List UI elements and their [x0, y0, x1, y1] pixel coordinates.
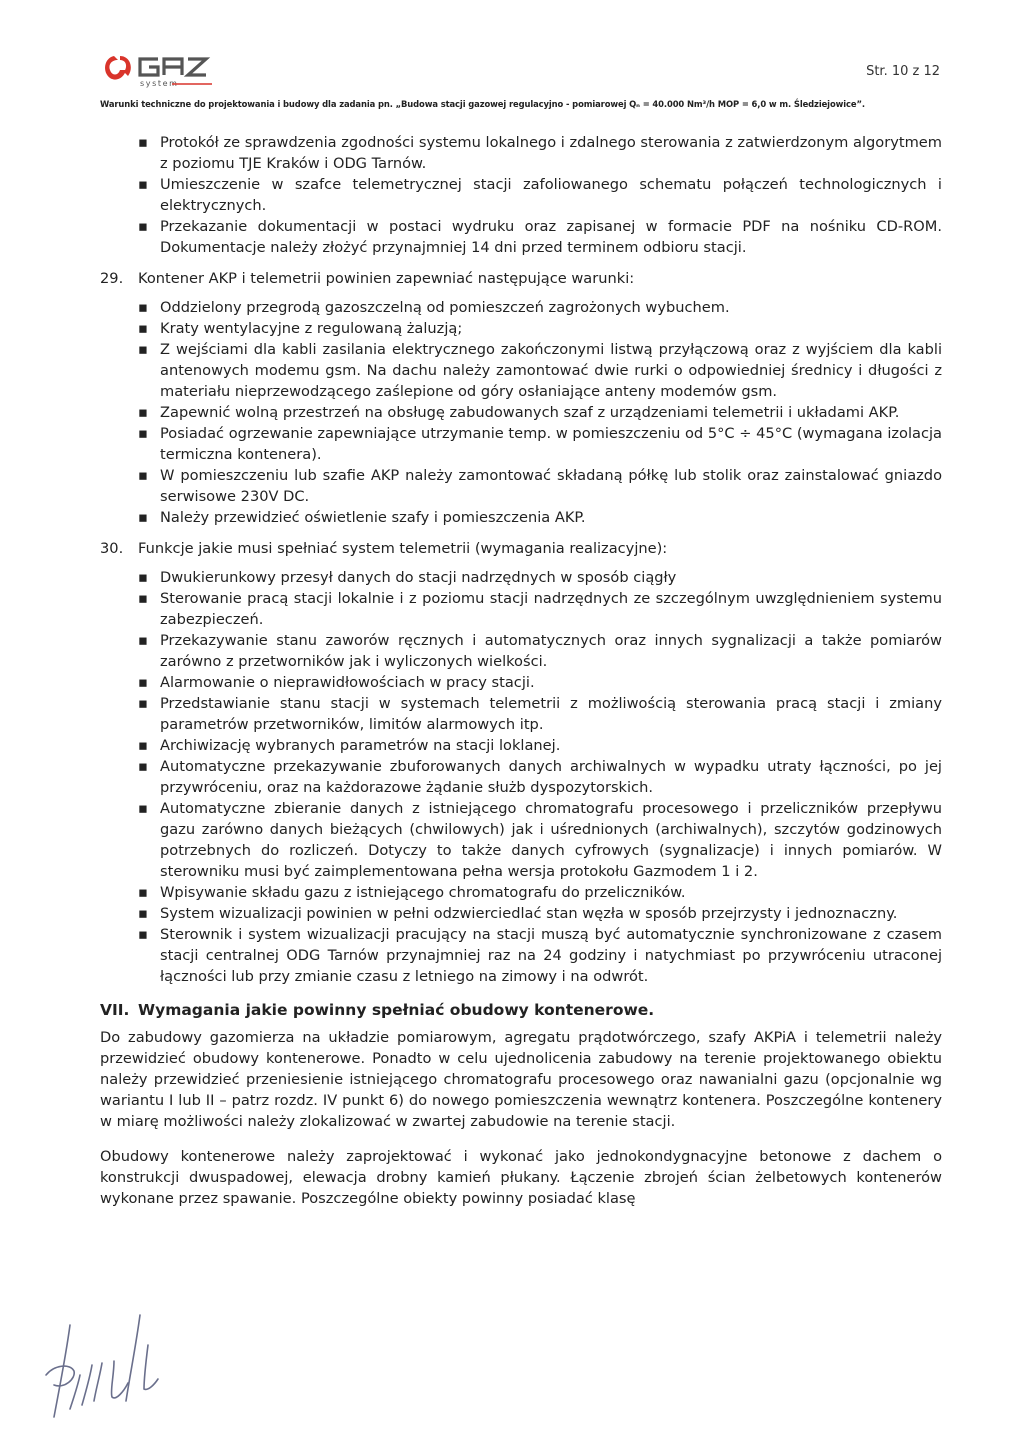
- list-item-text: Automatyczne zbieranie danych z istniejącego chromatografu procesowego i przeliczników przepływu gazu zarówno danych bieżących (chwilowych) jak i uśrednionych (archiwalnych), szczytów godzinowych potrzebnych do rozliczeń. Dotyczy to także danych cyfrowych (sygnalizacje) i innych pomiarów. W sterowniku musi być zaimplementowana pełna wersja protokołu Gazmodem 1 i 2.: [160, 800, 942, 880]
- list-item: [100, 174, 942, 216]
- list-item-text: W pomieszczeniu lub szafie AKP należy zamontować składaną półkę lub stolik oraz zainstalować gniazdo serwisowe 230V DC.: [160, 467, 942, 505]
- bullet-icon: ▪: [138, 404, 148, 421]
- section-number: VII.: [100, 1001, 130, 1019]
- bullet-icon: ▪: [138, 800, 148, 817]
- bullet-icon: ▪: [138, 905, 148, 922]
- bullet-icon: ▪: [138, 674, 148, 691]
- intro-bullet-list: [100, 132, 942, 258]
- list-item-text: Alarmowanie o nieprawidłowościach w pracy stacji.: [160, 674, 535, 691]
- list-item-text: Przekazanie dokumentacji w postaci wydruku oraz zapisanej w formacie PDF na nośniku CD-ROM. Dokumentacje należy złożyć przynajmniej 14 dni przed terminem odbioru stacji.: [160, 218, 942, 256]
- bullet-icon: ▪: [138, 467, 148, 484]
- page-header: [100, 50, 940, 120]
- bullet-icon: ▪: [138, 425, 148, 442]
- gaz-system-logo: [100, 50, 240, 90]
- bullet-icon: ▪: [138, 926, 148, 943]
- list-item: [100, 735, 942, 756]
- list-item: [100, 339, 942, 402]
- item-30-heading: [100, 538, 942, 559]
- list-item-text: Umieszczenie w szafce telemetrycznej stacji zafoliowanego schematu połączeń technologicznych i elektrycznych.: [160, 176, 942, 214]
- list-item-text: Posiadać ogrzewanie zapewniające utrzymanie temp. w pomieszczeniu od 5°C ÷ 45°C (wymagana izolacja termiczna kontenera).: [160, 425, 942, 463]
- item-29-bullet-list: [100, 297, 942, 528]
- handwritten-signature: [40, 1305, 180, 1425]
- item-30-bullet-list: [100, 567, 942, 987]
- document-body: [100, 132, 942, 1223]
- document-title-line: Warunki techniczne do projektowania i budowy dla zadania pn. „Budowa stacji gazowej regulacyjno - pomiarowej Qₙ = 40.000 Nm³/h MOP = 6,0 w m. Śledziejowice”.: [100, 99, 865, 109]
- list-item-text: Należy przewidzieć oświetlenie szafy i pomieszczenia AKP.: [160, 509, 586, 526]
- list-item: [100, 132, 942, 174]
- item-number: 29.: [100, 270, 124, 287]
- list-item-text: Sterowanie pracą stacji lokalnie i z poziomu stacji nadrzędnych ze szczególnym uwzględnieniem systemu zabezpieczeń.: [160, 590, 942, 628]
- page-number: Str. 10 z 12: [866, 64, 940, 79]
- item-text: Funkcje jakie musi spełniać system telemetrii (wymagania realizacyjne):: [138, 540, 668, 557]
- bullet-icon: ▪: [138, 884, 148, 901]
- list-item: [100, 402, 942, 423]
- bullet-icon: ▪: [138, 320, 148, 337]
- list-item-text: Automatyczne przekazywanie zbuforowanych danych archiwalnych w wypadku utraty łączności, po jej przywróceniu, oraz na każdorazowe żądanie służb dyspozytorskich.: [160, 758, 942, 796]
- bullet-icon: ▪: [138, 569, 148, 586]
- list-item-text: Archiwizację wybranych parametrów na stacji loklanej.: [160, 737, 561, 754]
- list-item: [100, 672, 942, 693]
- list-item-text: Przekazywanie stanu zaworów ręcznych i automatycznych oraz innych sygnalizacji a także pomiarów zarówno z przetworników jak i wyliczonych wielkości.: [160, 632, 942, 670]
- list-item: [100, 924, 942, 987]
- item-text: Kontener AKP i telemetrii powinien zapewniać następujące warunki:: [138, 270, 635, 287]
- bullet-icon: ▪: [138, 341, 148, 358]
- list-item: [100, 903, 942, 924]
- list-item: [100, 318, 942, 339]
- bullet-icon: ▪: [138, 218, 148, 235]
- list-item: [100, 588, 942, 630]
- list-item-text: Protokół ze sprawdzenia zgodności systemu lokalnego i zdalnego sterowania z zatwierdzonym algorytmem z poziomu TJE Kraków i ODG Tarnów.: [160, 134, 942, 172]
- list-item: [100, 630, 942, 672]
- paragraph: Do zabudowy gazomierza na układzie pomiarowym, agregatu prądotwórczego, szafy AKPiA i telemetrii należy przewidzieć obudowy kontenerowe. Ponadto w celu ujednolicenia zabudowy na terenie projektowanego obiektu należy przewidzieć przeniesienie istniejącego chromatografu procesowego oraz nawanialni gazu (opcjonalnie wg wariantu I lub II – patrz rozdz. IV punkt 6) do nowego pomieszczenia wewnątrz kontenera. Poszczególne kontenery w miarę możliwości należy zlokalizować w zwartej zabudowie na terenie stacji.: [100, 1029, 942, 1130]
- bullet-icon: ▪: [138, 758, 148, 775]
- list-item: [100, 567, 942, 588]
- list-item-text: Dwukierunkowy przesył danych do stacji nadrzędnych w sposób ciągły: [160, 569, 677, 586]
- list-item-text: Z wejściami dla kabli zasilania elektrycznego zakończonymi listwą przyłączową oraz z wyjściem dla kabli antenowych modemu gsm. Na dachu należy zamontować dwie rurki o odpowiedniej średnicy i długości z materiału nieprzewodzącego zaślepione od góry osłaniające anteny modemów gsm.: [160, 341, 942, 400]
- list-item: [100, 693, 942, 735]
- list-item: [100, 798, 942, 882]
- item-number: 30.: [100, 540, 124, 557]
- list-item-text: Wpisywanie składu gazu z istniejącego chromatografu do przeliczników.: [160, 884, 686, 901]
- bullet-icon: ▪: [138, 176, 148, 193]
- item-29-heading: [100, 268, 942, 289]
- list-item-text: Sterownik i system wizualizacji pracujący na stacji muszą być automatycznie synchronizowane z czasem stacji centralnej ODG Tarnów przynajmniej raz na 24 godziny i natychmiast po przywróceniu utraconej łączności lub przy zmianie czasu z letniego na zimowy i na odwrót.: [160, 926, 942, 985]
- bullet-icon: ▪: [138, 134, 148, 151]
- bullet-icon: ▪: [138, 509, 148, 526]
- paragraph: Obudowy kontenerowe należy zaprojektować i wykonać jako jednokondygnacyjne betonowe z dachem o konstrukcji dwuspadowej, elewacja drobny kamień płukany. Łączenie zbrojeń ścian żelbetowych kontenerów wykonane przez spawanie. Poszczególne obiekty powinny posiadać klasę: [100, 1148, 942, 1207]
- list-item-text: Zapewnić wolną przestrzeń na obsługę zabudowanych szaf z urządzeniami telemetrii i układami AKP.: [160, 404, 900, 421]
- bullet-icon: ▪: [138, 299, 148, 316]
- bullet-icon: ▪: [138, 590, 148, 607]
- list-item-text: System wizualizacji powinien w pełni odzwierciedlać stan węzła w sposób przejrzysty i jednoznaczny.: [160, 905, 898, 922]
- list-item-text: Kraty wentylacyjne z regulowaną żaluzją;: [160, 320, 463, 337]
- list-item: [100, 756, 942, 798]
- list-item-text: Oddzielony przegrodą gazoszczelną od pomieszczeń zagrożonych wybuchem.: [160, 299, 730, 316]
- bullet-icon: ▪: [138, 737, 148, 754]
- list-item: [100, 465, 942, 507]
- section-title: Wymagania jakie powinny spełniać obudowy kontenerowe.: [138, 1001, 655, 1019]
- section-vii-heading: [100, 1001, 942, 1019]
- bullet-icon: ▪: [138, 632, 148, 649]
- bullet-icon: ▪: [138, 695, 148, 712]
- list-item-text: Przedstawianie stanu stacji w systemach telemetrii z możliwością sterowania pracą stacji i zmiany parametrów przetworników, limitów alarmowych itp.: [160, 695, 942, 733]
- logo-subtitle: system: [140, 79, 179, 88]
- list-item: [100, 297, 942, 318]
- list-item: [100, 507, 942, 528]
- list-item: [100, 423, 942, 465]
- list-item: [100, 216, 942, 258]
- list-item: [100, 882, 942, 903]
